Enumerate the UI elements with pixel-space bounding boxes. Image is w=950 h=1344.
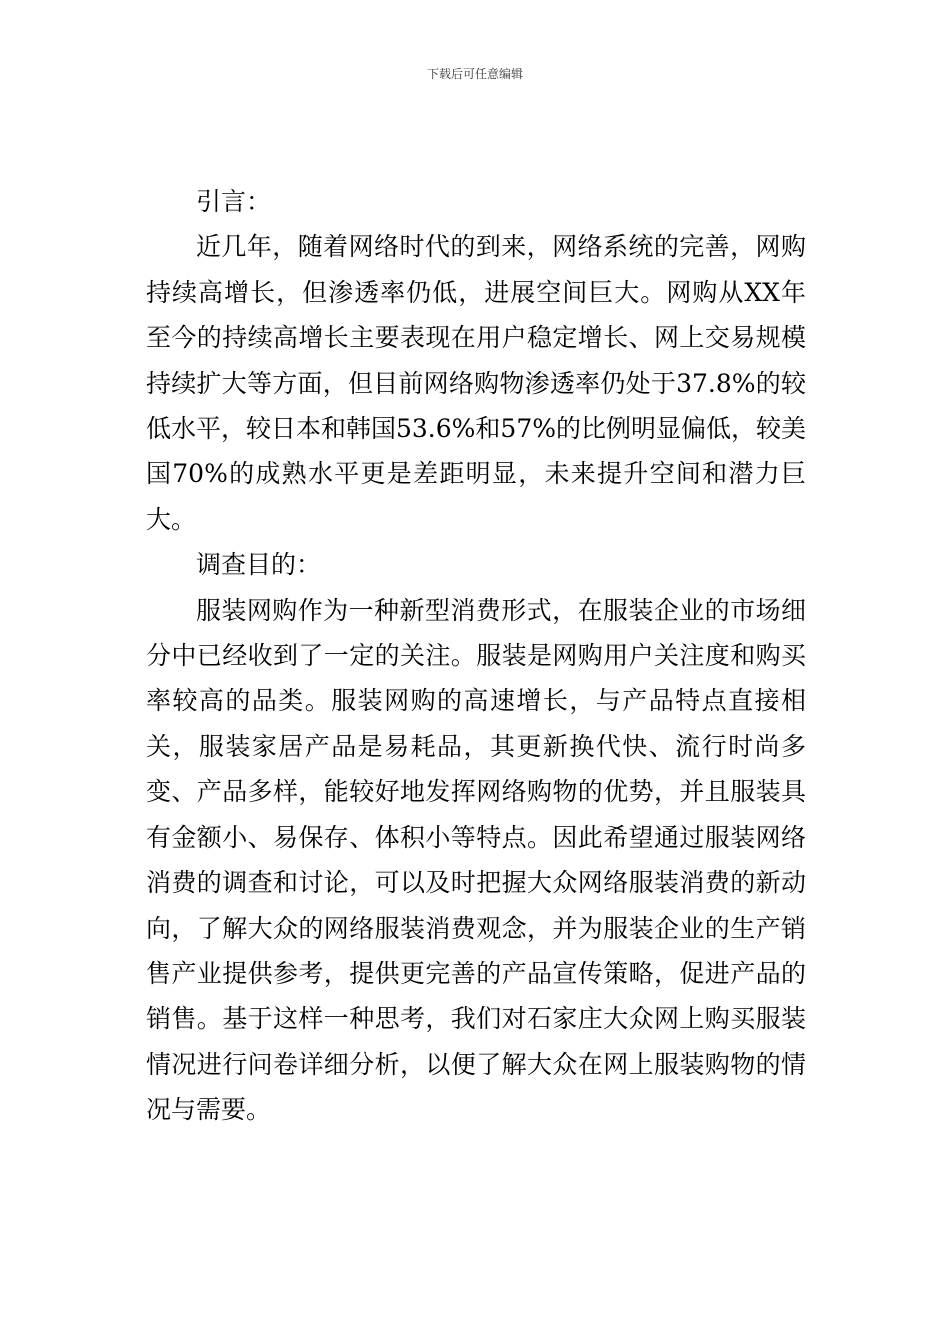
section-heading-introduction: 引言：	[196, 187, 272, 216]
page-header: 下载后可任意编辑	[426, 67, 523, 81]
section-heading-purpose: 调查目的：	[196, 550, 322, 580]
purpose-paragraph: 服装网购作为一种新型消费形式，在服装企业的市场细分中已经收到了一定的关注。服装是网购用户关注度和购买率较高的品类。服装网购的高速增长，与产品特点直接相关，服装家居产品是易耗品，其更新换代快、流行时尚多变、产品多样，能较好地发挥网络购物的优势，并且服装具有金额小、易保存、体积小等特点。因此希望通过服装网络消费的调查和讨论，可以及时把握大众网络服装消费的新动向，了解大众的网络服装消费观念，并为服装企业的生产销售产业提供参考，提供更完善的产品宣传策略，促进产品的销售。基于这样一种思考，我们对石家庄大众网上购买服装情况进行问卷详细分析，以便了解大众在网上服装购物的情况与需要。	[146, 595, 806, 1125]
introduction-paragraph: 近几年，随着网络时代的到来，网络系统的完善，网购持续高增长，但渗透率仍低，进展空间巨大。网购从XX年至今的持续高增长主要表现在用户稳定增长、网上交易规模持续扩大等方面，但目前网络购物渗透率仍处于37.8%的较低水平，较日本和韩国53.6%和57%的比例明显偏低，较美国70%的成熟水平更是差距明显，未来提升空间和潜力巨大。	[146, 232, 806, 534]
document-body	[146, 179, 806, 1133]
